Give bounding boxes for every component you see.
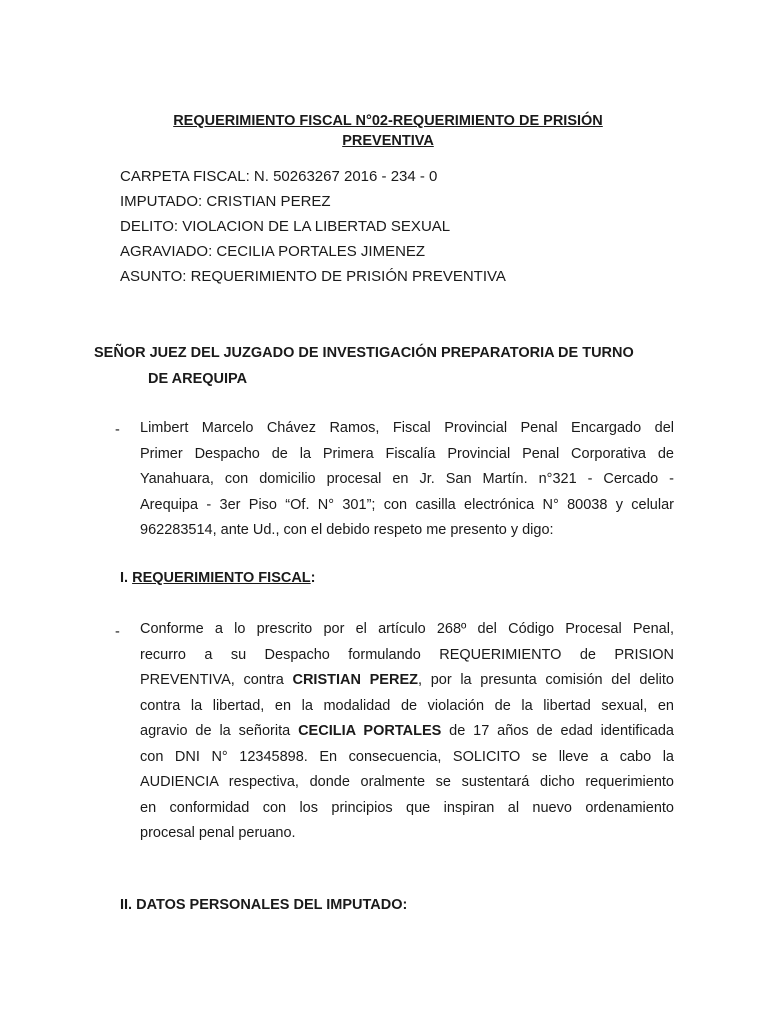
section-2-heading: II. DATOS PERSONALES DEL IMPUTADO: <box>120 897 408 913</box>
req-line-9: procesal penal peruano. <box>140 825 296 841</box>
addressee-line-1: SEÑOR JUEZ DEL JUZGADO DE INVESTIGACIÓN PREPARATORIA DE TURNO <box>94 345 634 361</box>
meta-asunto: ASUNTO: REQUERIMIENTO DE PRISIÓN PREVENTIVA <box>120 268 506 285</box>
req-line-4: contra la libertad, en la modalidad de violación de la libertad sexual, en <box>140 697 674 714</box>
intro-line-3: Yanahuara, con domicilio procesal en Jr. San Martín. n°321 - Cercado - <box>140 471 674 487</box>
req-line-1: Conforme a lo prescrito por el artículo 268º del Código Procesal Penal, <box>140 621 674 637</box>
intro-line-4: Arequipa - 3er Piso “Of. N° 301”; con casilla electrónica N° 80038 y celular <box>140 496 674 513</box>
section-1-heading: I. REQUERIMIENTO FISCAL: <box>120 570 316 586</box>
requirement-paragraph <box>140 617 674 847</box>
meta-carpeta-fiscal: CARPETA FISCAL: N. 50263267 2016 - 234 - 0 <box>120 168 438 185</box>
intro-line-1: Limbert Marcelo Chávez Ramos, Fiscal Provincial Penal Encargado del <box>140 420 674 436</box>
victim-name: CECILIA PORTALES <box>298 723 442 739</box>
req-line-7: AUDIENCIA respectiva, donde oralmente se sustentará dicho requerimiento <box>140 774 674 790</box>
meta-delito: DELITO: VIOLACION DE LA LIBERTAD SEXUAL <box>120 218 451 235</box>
bullet-intro: - <box>115 422 120 438</box>
prosecutor-name: Limbert Marcelo Chávez Ramos <box>140 420 376 436</box>
accused-name: CRISTIAN PEREZ <box>292 672 418 688</box>
meta-imputado: IMPUTADO: CRISTIAN PEREZ <box>120 193 331 210</box>
bullet-requirement: - <box>115 624 120 640</box>
req-line-8: en conformidad con los principios que inspiran al nuevo ordenamiento <box>140 799 674 816</box>
intro-line-2: Primer Despacho de la Primera Fiscalía Provincial Penal Corporativa de <box>140 445 674 462</box>
req-line-6: con DNI N° 12345898. En consecuencia, SOLICITO se lleve a cabo la <box>140 748 674 765</box>
intro-line-5: 962283514, ante Ud., con el debido respeto me presento y digo: <box>140 522 554 538</box>
document-title-line-1: REQUERIMIENTO FISCAL N°02-REQUERIMIENTO DE PRISIÓN <box>173 113 603 129</box>
document-title-line-2: PREVENTIVA <box>342 133 434 149</box>
meta-agraviado: AGRAVIADO: CECILIA PORTALES JIMENEZ <box>120 243 426 260</box>
req-line-3: PREVENTIVA, contra CRISTIAN PEREZ, por la presunta comisión del delito <box>140 672 674 688</box>
addressee-line-2: DE AREQUIPA <box>148 371 248 387</box>
intro-paragraph <box>140 416 674 544</box>
section-1-title: REQUERIMIENTO FISCAL <box>132 570 311 586</box>
req-line-5: agravio de la señorita CECILIA PORTALES de 17 años de edad identificada <box>140 723 674 739</box>
req-line-2: recurro a su Despacho formulando REQUERIMIENTO de PRISION <box>140 646 674 663</box>
